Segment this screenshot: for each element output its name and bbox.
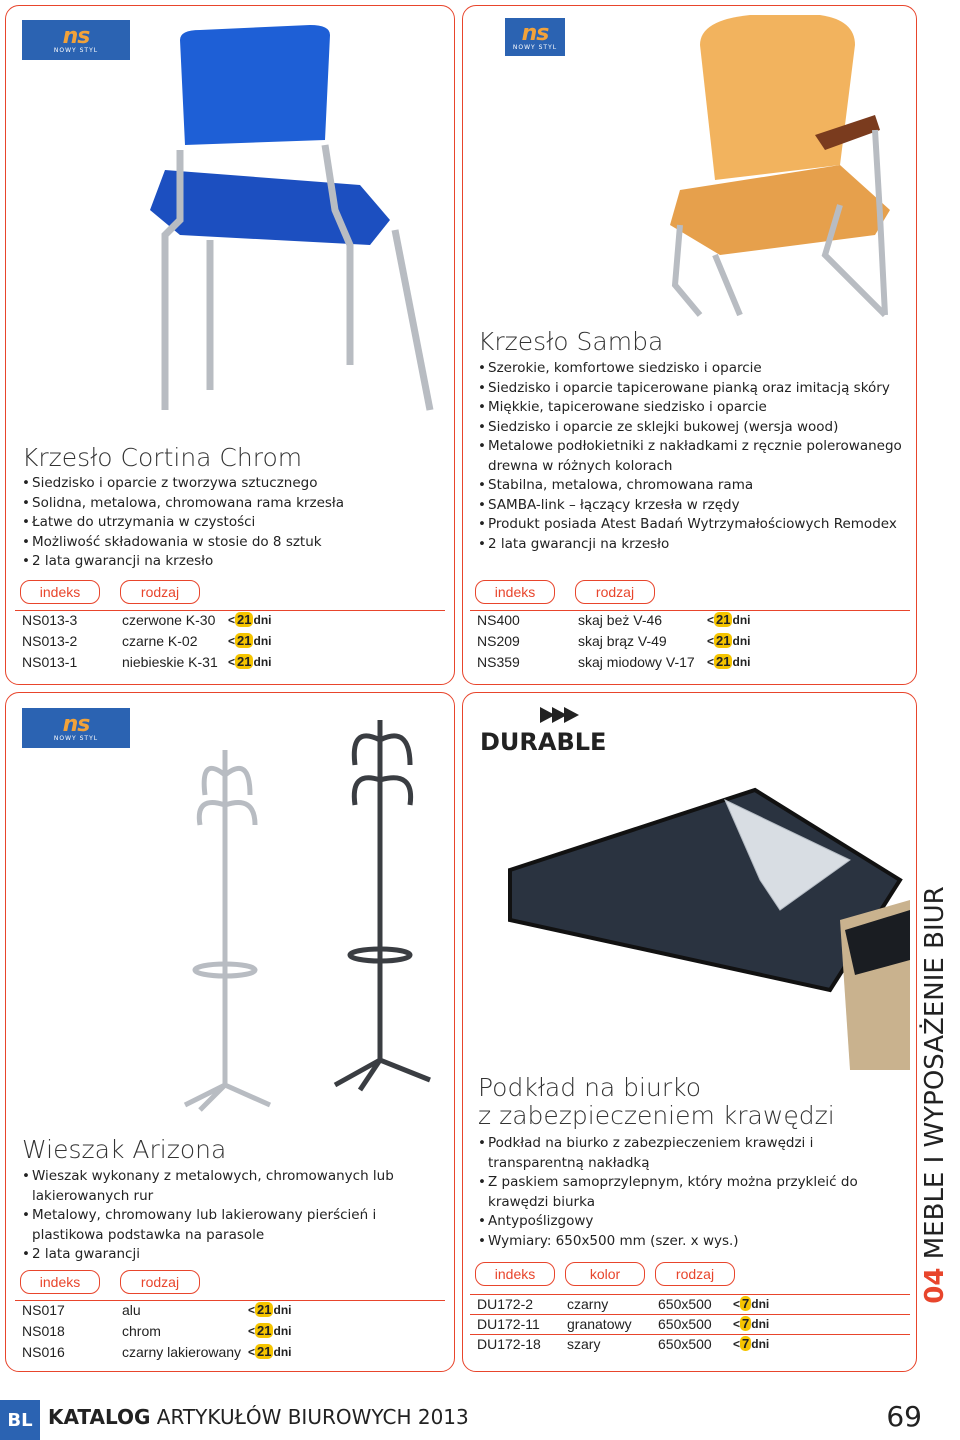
header-rodzaj: rodzaj: [655, 1262, 735, 1286]
table-cell-index: DU172-2: [477, 1296, 534, 1312]
availability-badge: < 21 dni: [707, 612, 751, 627]
feature-item: • Możliwość składowania w stosie do 8 sztuk: [22, 533, 442, 553]
availability-badge: < 21 dni: [228, 633, 272, 648]
table-cell-index: NS016: [22, 1344, 65, 1360]
feature-item: • Szerokie, komfortowe siedzisko i oparcie: [478, 359, 908, 379]
product-title: Krzesło Cortina Chrom: [22, 443, 303, 472]
feature-item: • 2 lata gwarancji: [22, 1245, 442, 1265]
availability-badge: < 21 dni: [248, 1323, 292, 1338]
feature-item: • 2 lata gwarancji na krzesło: [478, 535, 908, 555]
table-cell-type: 650x500: [658, 1316, 712, 1332]
table-cell-type: skaj miodowy V-17: [578, 654, 695, 670]
header-rodzaj: rodzaj: [120, 580, 200, 604]
feature-item: • SAMBA-link – łączący krzesła w rzędy: [478, 496, 908, 516]
section-side-tab: [915, 870, 955, 1320]
feature-item: • 2 lata gwarancji na krzesło: [22, 552, 442, 572]
table-divider: [15, 1300, 445, 1301]
product-title: Wieszak Arizona: [22, 1135, 227, 1164]
feature-list: [22, 474, 442, 572]
table-divider: [470, 610, 910, 611]
desk-pad-image: [470, 760, 910, 1070]
feature-item: • Produkt posiada Atest Badań Wytrzymałościowych Remodex: [478, 515, 908, 535]
feature-item: • Wymiary: 650x500 mm (szer. x wys.): [478, 1232, 908, 1252]
svg-text:DURABLE: DURABLE: [480, 728, 607, 755]
section-name: MEBLE I WYPOSAŻENIE BIUR: [920, 886, 950, 1260]
header-indeks: indeks: [20, 1270, 100, 1294]
feature-list: [478, 1134, 908, 1251]
feature-item: • Siedzisko i oparcie tapicerowane pianką oraz imitacją skóry: [478, 379, 908, 399]
table-cell-index: NS017: [22, 1302, 65, 1318]
feature-item: • Metalowy, chromowany lub lakierowany pierścień i plastikowa podstawka na parasole: [22, 1206, 442, 1245]
header-indeks: indeks: [475, 580, 555, 604]
feature-item: • Wieszak wykonany z metalowych, chromowanych lub lakierowanych rur: [22, 1167, 442, 1206]
table-divider: [470, 1334, 910, 1335]
feature-item: • Podkład na biurko z zabezpieczeniem krawędzi i transparentną nakładką: [478, 1134, 908, 1173]
table-cell-index: NS400: [477, 612, 520, 628]
table-cell-type: 650x500: [658, 1336, 712, 1352]
table-cell-type: niebieskie K-31: [122, 654, 218, 670]
product-title: Krzesło Samba: [478, 327, 664, 356]
table-cell-index: NS013-2: [22, 633, 78, 649]
table-cell-type: chrom: [122, 1323, 161, 1339]
feature-item: • Siedzisko i oparcie z tworzywa sztucznego: [22, 474, 442, 494]
table-cell-index: NS013-1: [22, 654, 78, 670]
header-indeks: indeks: [475, 1262, 555, 1286]
feature-item: • Stabilna, metalowa, chromowana rama: [478, 476, 908, 496]
header-kolor: kolor: [565, 1262, 645, 1286]
availability-badge: < 21 dni: [228, 612, 272, 627]
section-number: 04: [920, 1267, 950, 1304]
table-divider: [15, 610, 445, 611]
table-cell-index: DU172-11: [477, 1316, 540, 1332]
biuroland-logo: BL: [0, 1400, 40, 1440]
page-number: 69: [886, 1400, 922, 1433]
feature-list: [22, 1167, 442, 1265]
table-cell-type: skaj brąz V-49: [578, 633, 667, 649]
table-cell-color: granatowy: [567, 1316, 632, 1332]
table-cell-type: skaj beż V-46: [578, 612, 663, 628]
table-cell-type: alu: [122, 1302, 141, 1318]
table-cell-index: NS359: [477, 654, 520, 670]
durable-logo: [480, 705, 640, 755]
product-subtitle: z zabezpieczeniem krawędzi: [478, 1101, 835, 1130]
product-title: Podkład na biurko: [478, 1073, 701, 1102]
cortina-chair-image: [140, 20, 440, 420]
table-divider: [470, 1294, 910, 1295]
table-cell-color: czarny: [567, 1296, 609, 1312]
availability-badge: < 21 dni: [707, 654, 751, 669]
nowy-styl-logo: ns NOWY STYL: [22, 708, 130, 748]
table-cell-index: NS018: [22, 1323, 65, 1339]
table-cell-index: NS209: [477, 633, 520, 649]
availability-badge: < 7 dni: [733, 1336, 770, 1351]
availability-badge: < 21 dni: [248, 1344, 292, 1359]
header-rodzaj: rodzaj: [120, 1270, 200, 1294]
feature-item: • Z paskiem samoprzylepnym, który można przykleić do krawędzi biurka: [478, 1173, 908, 1212]
availability-badge: < 7 dni: [733, 1296, 770, 1311]
availability-badge: < 21 dni: [707, 633, 751, 648]
availability-badge: < 21 dni: [228, 654, 272, 669]
table-divider: [470, 1314, 910, 1315]
table-cell-type: 650x500: [658, 1296, 712, 1312]
catalog-title: KATALOG ARTYKUŁÓW BIUROWYCH 2013: [48, 1405, 469, 1429]
nowy-styl-logo: ns NOWY STYL: [505, 18, 565, 56]
table-cell-type: czerwone K-30: [122, 612, 216, 628]
nowy-styl-logo: ns NOWY STYL: [22, 20, 130, 60]
table-cell-type: czarne K-02: [122, 633, 198, 649]
table-cell-color: szary: [567, 1336, 601, 1352]
feature-item: • Łatwe do utrzymania w czystości: [22, 513, 442, 533]
feature-item: • Solidna, metalowa, chromowana rama krzesła: [22, 494, 442, 514]
feature-item: • Siedzisko i oparcie ze sklejki bukowej (wersja wood): [478, 418, 908, 438]
table-cell-type: czarny lakierowany: [122, 1344, 242, 1360]
samba-chair-image: [640, 15, 900, 325]
table-cell-index: NS013-3: [22, 612, 78, 628]
availability-badge: < 7 dni: [733, 1316, 770, 1331]
coat-rack-image: [170, 715, 440, 1115]
header-indeks: indeks: [20, 580, 100, 604]
availability-badge: < 21 dni: [248, 1302, 292, 1317]
feature-item: • Metalowe podłokietniki z nakładkami z ręcznie polerowanego drewna w różnych kolorach: [478, 437, 908, 476]
feature-list: [478, 359, 908, 554]
feature-item: • Antypoślizgowy: [478, 1212, 908, 1232]
table-cell-index: DU172-18: [477, 1336, 541, 1352]
feature-item: • Miękkie, tapicerowane siedzisko i oparcie: [478, 398, 908, 418]
header-rodzaj: rodzaj: [575, 580, 655, 604]
